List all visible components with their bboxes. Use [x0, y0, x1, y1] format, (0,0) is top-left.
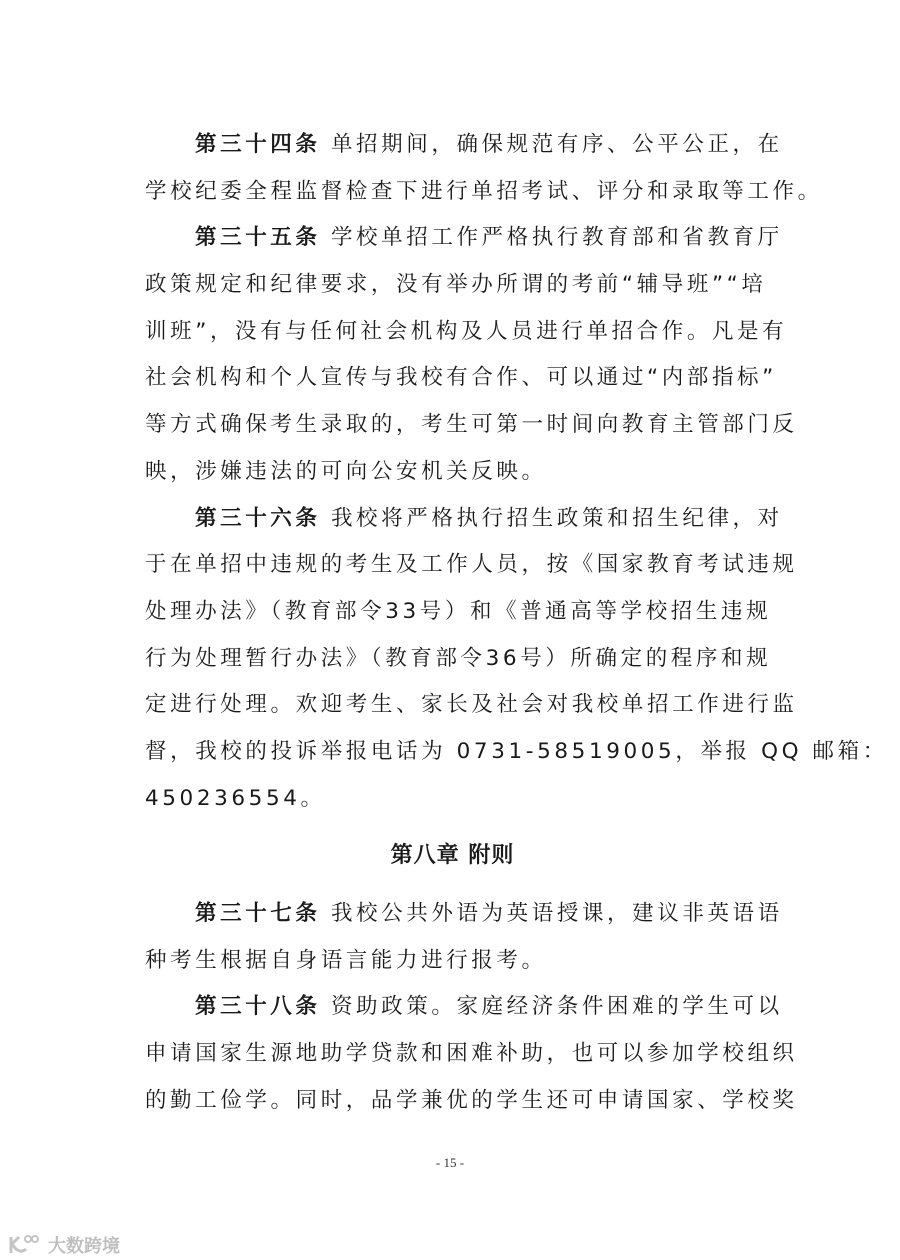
- line-text: 映，涉嫌违法的可向公安机关反映。: [145, 458, 547, 484]
- paragraph-line: [145, 215, 783, 262]
- line-text: 单招期间，确保规范有序、公平公正，在: [330, 132, 783, 157]
- watermark-text: 大数跨境: [48, 1236, 120, 1257]
- line-text: 学校单招工作严格执行教育部和省教育厅: [330, 225, 783, 251]
- line-text: 450236554。: [145, 785, 326, 811]
- paragraph-line: [145, 262, 767, 309]
- line-text: 学校纪委全程监督检查下进行单招考试、评分和录取等工作。: [145, 178, 823, 204]
- line-text: 我校公共外语为英语授课，建议非英语语: [330, 901, 783, 926]
- chapter-heading: 第八章 附则: [390, 843, 515, 869]
- line-text: 我校将严格执行招生政策和招生纪律，对: [330, 505, 783, 531]
- line-text: 社会机构和个人宣传与我校有合作、可以通过“内部指标”: [145, 365, 777, 391]
- paragraph-line: [145, 938, 760, 985]
- line-text: 处理办法》（教育部令33号）和《普通高等学校招生违规: [145, 598, 772, 624]
- line-text: 定进行处理。欢迎考生、家长及社会对我校单招工作进行监: [145, 692, 798, 718]
- paragraph-line: [145, 355, 777, 402]
- paragraph-line: [145, 496, 783, 543]
- paragraph-line: [145, 402, 798, 449]
- line-text: 行为处理暂行办法》（教育部令36号）所确定的程序和规: [145, 645, 772, 671]
- line-text: 于在单招中违规的考生及工作人员，按《国家教育考试违规: [145, 552, 798, 578]
- paragraph-line: [145, 984, 783, 1031]
- paragraph-line: [145, 729, 888, 776]
- paragraph-line: [145, 776, 760, 823]
- page-number: - 15 -: [435, 1155, 465, 1170]
- paragraph-line: [145, 449, 760, 496]
- line-text: 训班”，没有与任何社会机构及人员进行单招合作。凡是有: [145, 318, 788, 344]
- line-text: 申请国家生源地助学贷款和困难补助，也可以参加学校组织: [145, 1041, 798, 1067]
- paragraph-line: [145, 309, 788, 356]
- line-text: 等方式确保考生录取的，考生可第一时间向教育主管部门反: [145, 412, 798, 438]
- paragraph-line: [145, 1031, 798, 1078]
- article-label: 第三十六条: [195, 505, 321, 531]
- article-label: 第三十八条: [195, 994, 321, 1020]
- line-text: 资助政策。家庭经济条件困难的学生可以: [330, 994, 783, 1020]
- article-label: 第三十四条: [195, 132, 321, 157]
- document-body: [145, 122, 888, 1124]
- article-label: 第三十五条: [195, 225, 321, 251]
- line-text: 的勤工俭学。同时，品学兼优的学生还可申请国家、学校奖: [145, 1087, 798, 1113]
- paragraph-line: [145, 891, 783, 938]
- paragraph-line: [145, 169, 823, 216]
- watermark-logo-icon: [8, 1233, 42, 1257]
- paragraph-line: [145, 1078, 798, 1125]
- paragraph-line: [145, 122, 783, 169]
- line-text: 政策规定和纪律要求，没有举办所谓的考前“辅导班”“培: [145, 272, 767, 298]
- paragraph-line: [145, 636, 772, 683]
- paragraph-line: [145, 542, 798, 589]
- watermark: [8, 1232, 120, 1258]
- article-label: 第三十七条: [195, 901, 321, 926]
- line-text: 种考生根据自身语言能力进行报考。: [145, 947, 547, 973]
- paragraph-line: [145, 589, 772, 636]
- paragraph-line: [145, 682, 798, 729]
- line-text: 督，我校的投诉举报电话为 0731-58519005，举报 QQ 邮箱：: [145, 738, 888, 764]
